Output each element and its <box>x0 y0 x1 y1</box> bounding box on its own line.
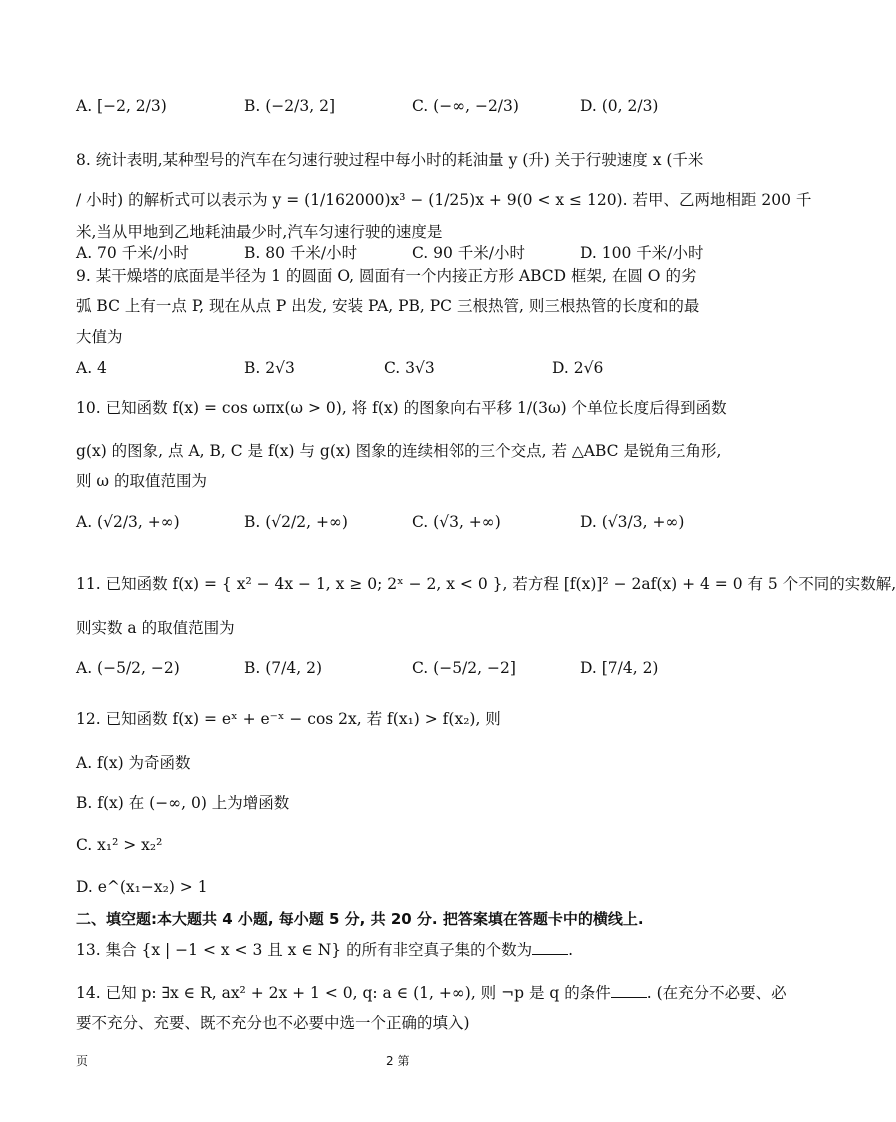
q11-option-b: B. (7/4, 2) <box>244 659 322 677</box>
q8-line-2: / 小时) 的解析式可以表示为 y = (1/162000)x³ − (1/25)x + 9(0 < x ≤ 120). 若甲、乙两地相距 200 千 <box>76 191 812 209</box>
q14-line-2: 要不充分、充要、既不充分也不必要中选一个正确的填入) <box>76 1014 470 1032</box>
q14-answer-blank[interactable] <box>611 983 647 998</box>
q9-line-2: 弧 BC 上有一点 P, 现在从点 P 出发, 安装 PA, PB, PC 三根热管, 则三根热管的长度和的最 <box>76 297 700 315</box>
q8-option-d: D. 100 千米/小时 <box>580 244 704 262</box>
q11-option-d: D. [7/4, 2) <box>580 659 659 677</box>
q9-line-1: 9. 某干燥塔的底面是半径为 1 的圆面 O, 圆面有一个内接正方形 ABCD 框架, 在圆 O 的劣 <box>76 267 697 285</box>
q7-option-c: C. (−∞, −2/3) <box>412 97 519 115</box>
q10-option-c: C. (√3, +∞) <box>412 513 501 531</box>
q7-option-a: A. [−2, 2/3) <box>76 97 167 115</box>
q11-option-a: A. (−5/2, −2) <box>76 659 180 677</box>
q10-line-2: g(x) 的图象, 点 A, B, C 是 f(x) 与 g(x) 图象的连续相邻的三个交点, 若 △ABC 是锐角三角形, <box>76 442 722 460</box>
q11-line-1: 11. 已知函数 f(x) = { x² − 4x − 1, x ≥ 0; 2ˣ − 2, x < 0 }, 若方程 [f(x)]² − 2af(x) + 4 = 0 有 5 个不同的实数解, <box>76 575 896 593</box>
q10-option-d: D. (√3/3, +∞) <box>580 513 685 531</box>
q9-line-3: 大值为 <box>76 328 123 346</box>
q8-option-a: A. 70 千米/小时 <box>76 244 189 262</box>
q12-option-c: C. x₁² > x₂² <box>76 836 163 854</box>
footer-page-number: 2 第 <box>386 1054 410 1068</box>
q14-text-after: . (在充分不必要、必 <box>646 984 787 1002</box>
q11-line-2: 则实数 a 的取值范围为 <box>76 619 235 637</box>
q11-option-c: C. (−5/2, −2] <box>412 659 516 677</box>
q13-answer-blank[interactable] <box>532 940 568 955</box>
footer-left: 页 <box>76 1054 89 1068</box>
q14-text: 14. 已知 p: ∃x ∈ R, ax² + 2x + 1 < 0, q: a ∈ (1, +∞), 则 ¬p 是 q 的条件 <box>76 984 611 1002</box>
q13-end: . <box>568 941 574 959</box>
q8-line-1: 8. 统计表明,某种型号的汽车在匀速行驶过程中每小时的耗油量 y (升) 关于行驶速度 x (千米 <box>76 151 704 169</box>
q7-option-d: D. (0, 2/3) <box>580 97 659 115</box>
section-fill-in-heading: 二、填空题:本大题共 4 小题, 每小题 5 分, 共 20 分. 把答案填在答题卡中的横线上. <box>76 910 644 928</box>
q12-option-a: A. f(x) 为奇函数 <box>76 754 191 772</box>
q10-line-3: 则 ω 的取值范围为 <box>76 472 207 490</box>
q8-option-c: C. 90 千米/小时 <box>412 244 526 262</box>
q12-line-1: 12. 已知函数 f(x) = eˣ + e⁻ˣ − cos 2x, 若 f(x₁) > f(x₂), 则 <box>76 710 501 728</box>
q12-option-d: D. e^(x₁−x₂) > 1 <box>76 878 208 896</box>
q13-text: 13. 集合 {x | −1 < x < 3 且 x ∈ N} 的所有非空真子集的个数为 <box>76 941 533 959</box>
q8-option-b: B. 80 千米/小时 <box>244 244 358 262</box>
q9-option-a: A. 4 <box>76 359 107 377</box>
q14-line-1 <box>76 982 787 1004</box>
q10-option-b: B. (√2/2, +∞) <box>244 513 348 531</box>
q10-option-a: A. (√2/3, +∞) <box>76 513 180 531</box>
q9-option-b: B. 2√3 <box>244 359 295 377</box>
q9-option-c: C. 3√3 <box>384 359 435 377</box>
q9-option-d: D. 2√6 <box>552 359 604 377</box>
q13-line <box>76 939 573 961</box>
q12-option-b: B. f(x) 在 (−∞, 0) 上为增函数 <box>76 794 290 812</box>
q8-line-3: 米,当从甲地到乙地耗油最少时,汽车匀速行驶的速度是 <box>76 223 443 241</box>
q7-option-b: B. (−2/3, 2] <box>244 97 335 115</box>
q10-line-1: 10. 已知函数 f(x) = cos ωπx(ω > 0), 将 f(x) 的图象向右平移 1/(3ω) 个单位长度后得到函数 <box>76 399 727 417</box>
